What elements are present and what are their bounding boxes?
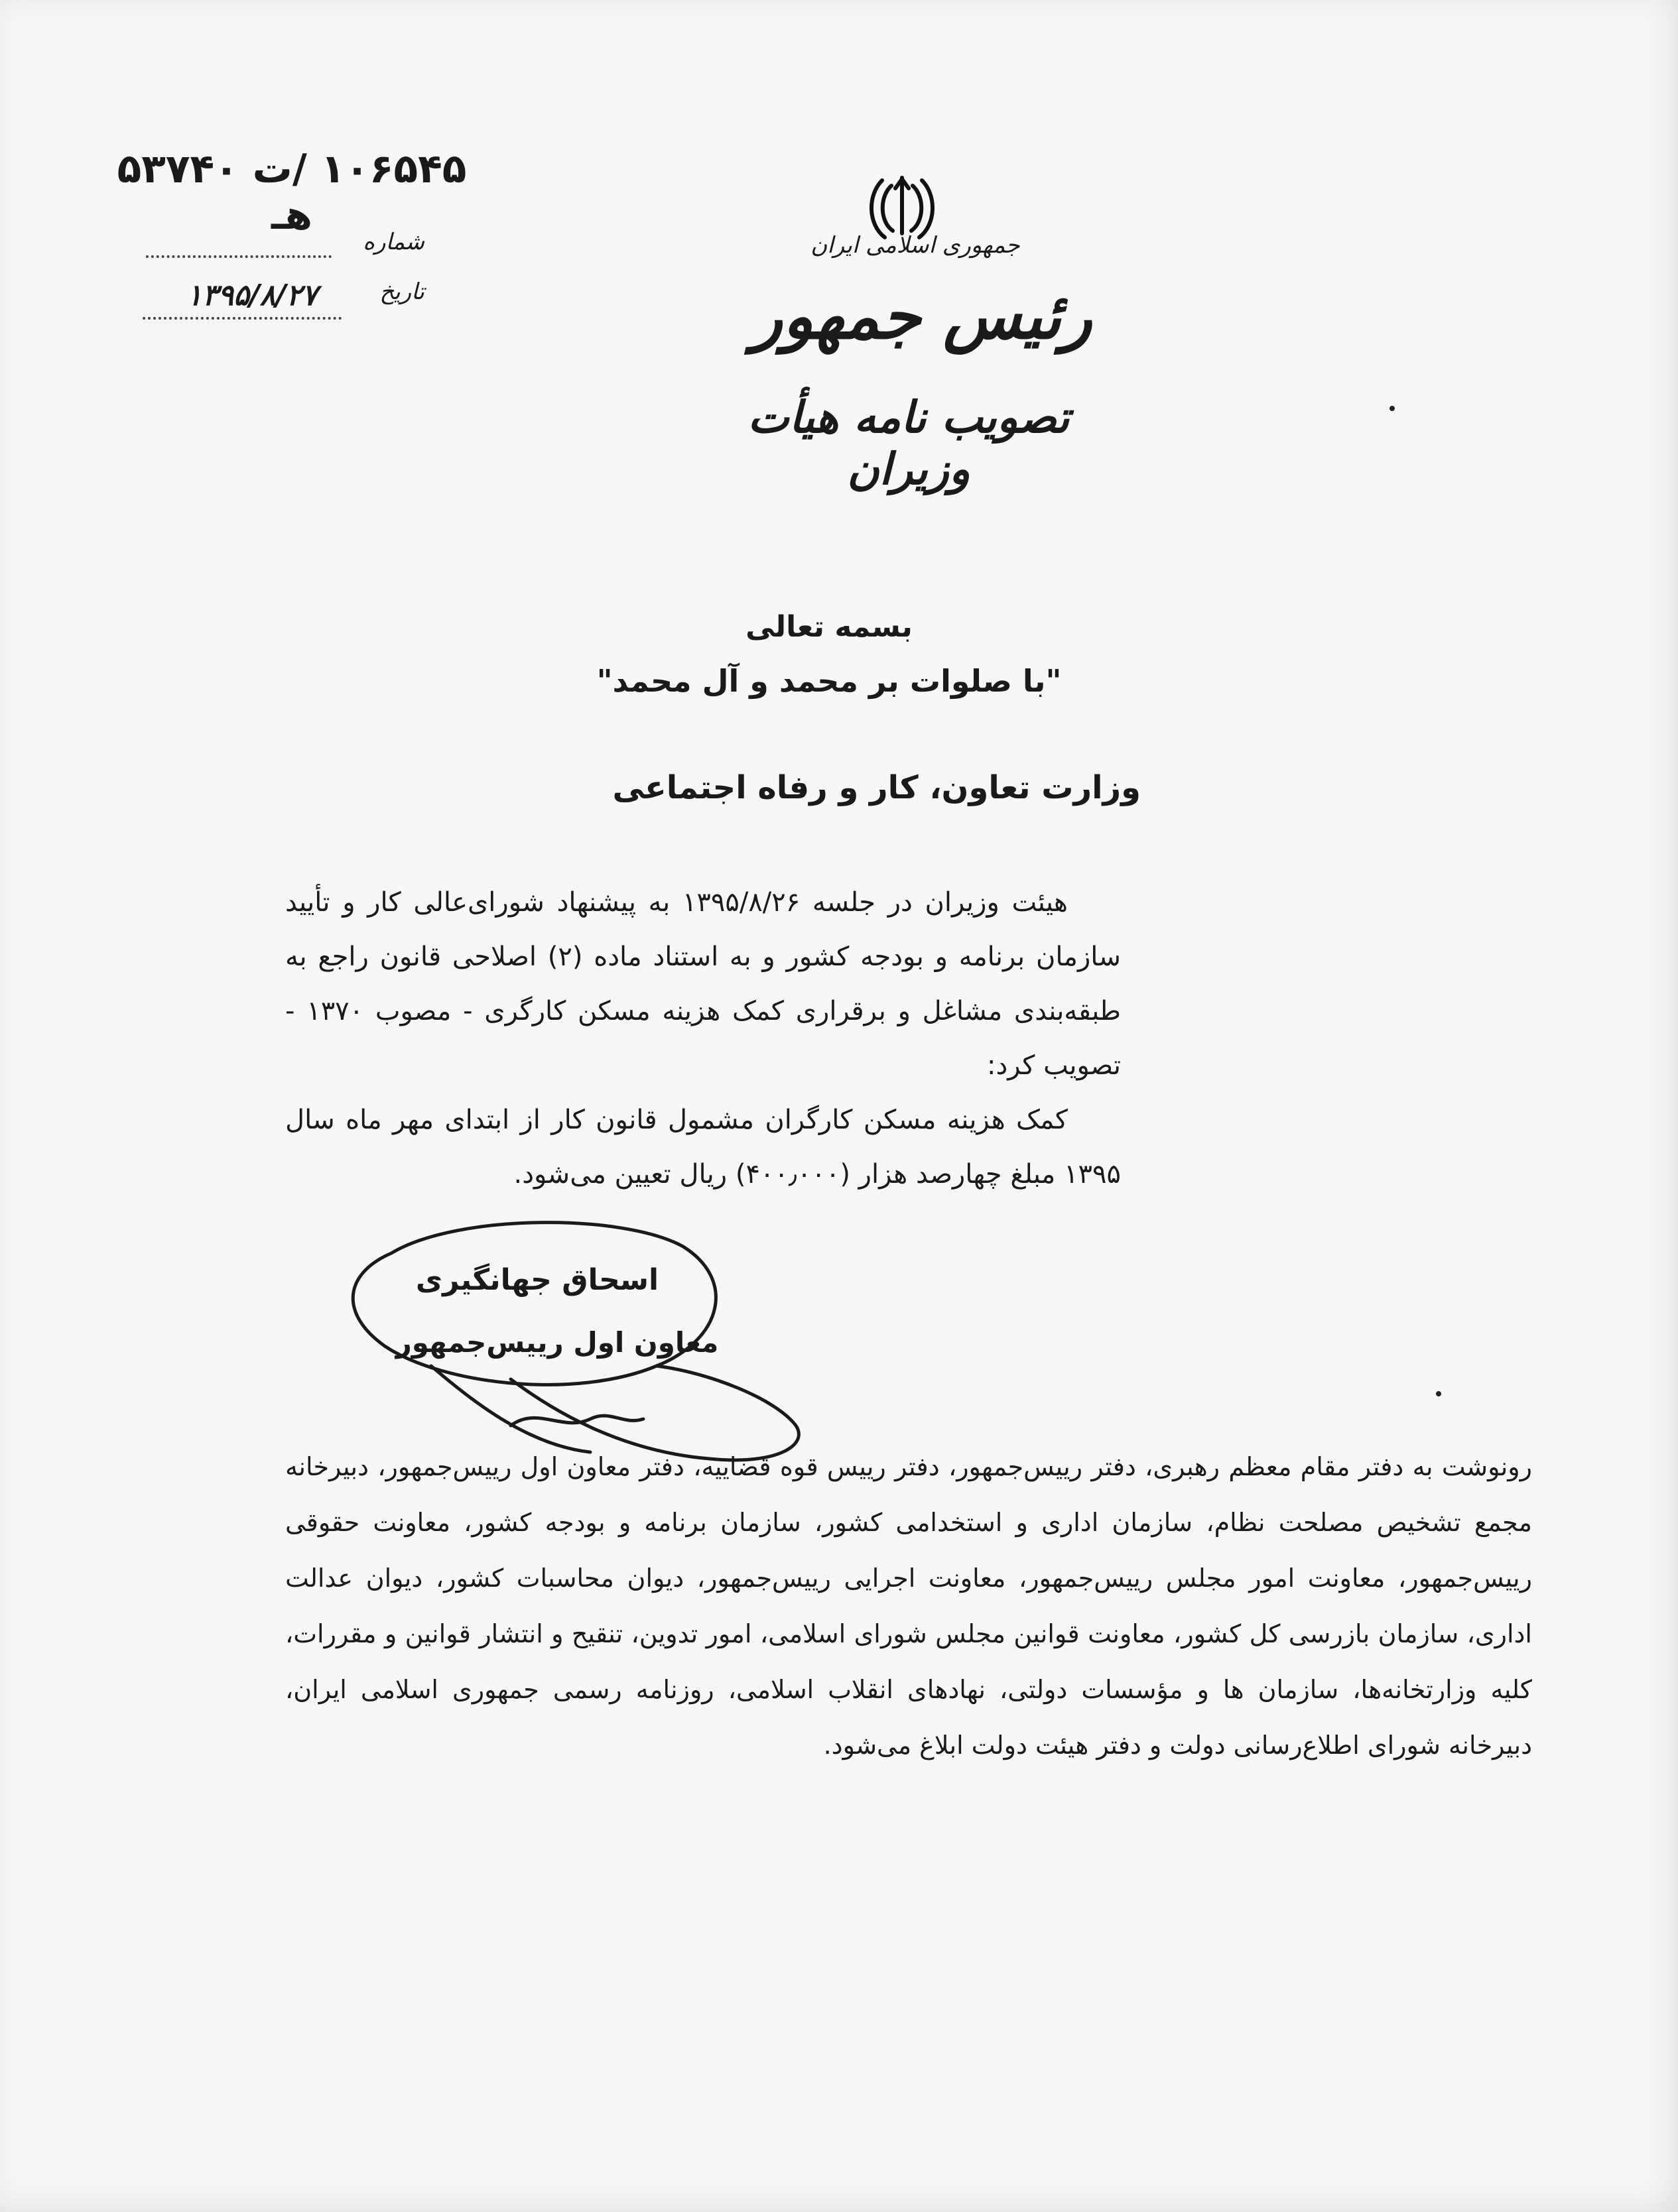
number-dotted-line	[146, 255, 332, 258]
letterhead-country: جمهوری اسلامی ایران	[810, 232, 1020, 259]
addressee: وزارت تعاون، کار و رفاه اجتماعی	[612, 769, 1141, 806]
letterhead-title: رئیس جمهور	[751, 278, 1092, 353]
scan-speck	[1436, 1391, 1441, 1396]
signatory-name: اسحاق جهانگیری	[415, 1263, 659, 1297]
decree-paragraph-1: هیئت وزیران در جلسه ۱۳۹۵/۸/۲۶ به پیشنهاد شورای‌عالی کار و تأیید سازمان برنامه و بودجه کشور و به استناد ماده (۲) اصلاحی قانون راجع به طبقه‌بندی مشاغل و برقراری کمک هزینه مسکن کارگری - مصوب ۱۳۷۰ - تصویب کرد:	[285, 887, 1122, 1081]
reference-date: ۱۳۹۵/۸/۲۷	[186, 278, 318, 312]
decree-body	[285, 875, 1121, 1201]
letterhead-subtitle: تصویب نامه هیأت وزیران	[747, 391, 1070, 495]
decree-paragraph-2: کمک هزینه مسکن کارگران مشمول قانون کار از ابتدای مهر ماه سال ۱۳۹۵ مبلغ چهارصد هزار (۴۰۰٫۰۰۰) ریال تعیین می‌شود.	[285, 1105, 1121, 1190]
number-label: شماره	[363, 229, 424, 255]
scan-speck	[1389, 406, 1395, 411]
reference-number: ۱۰۶۵۴۵ /ت ۵۳۷۴۰ هـ	[117, 146, 467, 239]
signatory-title: معاون اول رییس‌جمهور	[395, 1326, 719, 1359]
bismillah-heading: بسمه تعالی	[745, 610, 913, 644]
date-label: تاریخ	[379, 278, 424, 305]
salawat-heading: "با صلوات بر محمد و آل محمد"	[596, 663, 1062, 699]
date-dotted-line	[143, 317, 342, 320]
copies-distribution: رونوشت به دفتر مقام معظم رهبری، دفتر رییس‌جمهور، دفتر رییس قوه قضاییه، دفتر معاون اول رییس‌جمهور، دبیرخانه مجمع تشخیص مصلحت نظام، سازمان اداری و استخدامی کشور، سازمان برنامه و بودجه کشور، معاونت حقوقی رییس‌جمهور، معاونت امور مجلس رییس‌جمهور، معاونت اجرایی رییس‌جمهور، دیوان محاسبات کشور، دیوان عدالت اداری، سازمان بازرسی کل کشور، معاونت قوانین مجلس شورای اسلامی، امور تدوین، تنقیح و انتشار قوانین و مقررات، کلیه وزارتخانه‌ها، سازمان ها و مؤسسات دولتی، نهادهای انقلاب اسلامی، روزنامه رسمی جمهوری اسلامی ایران، دبیرخانه شورای اطلاع‌رسانی دولت و دفتر هیئت دولت ابلاغ می‌شود.	[285, 1452, 1532, 1760]
